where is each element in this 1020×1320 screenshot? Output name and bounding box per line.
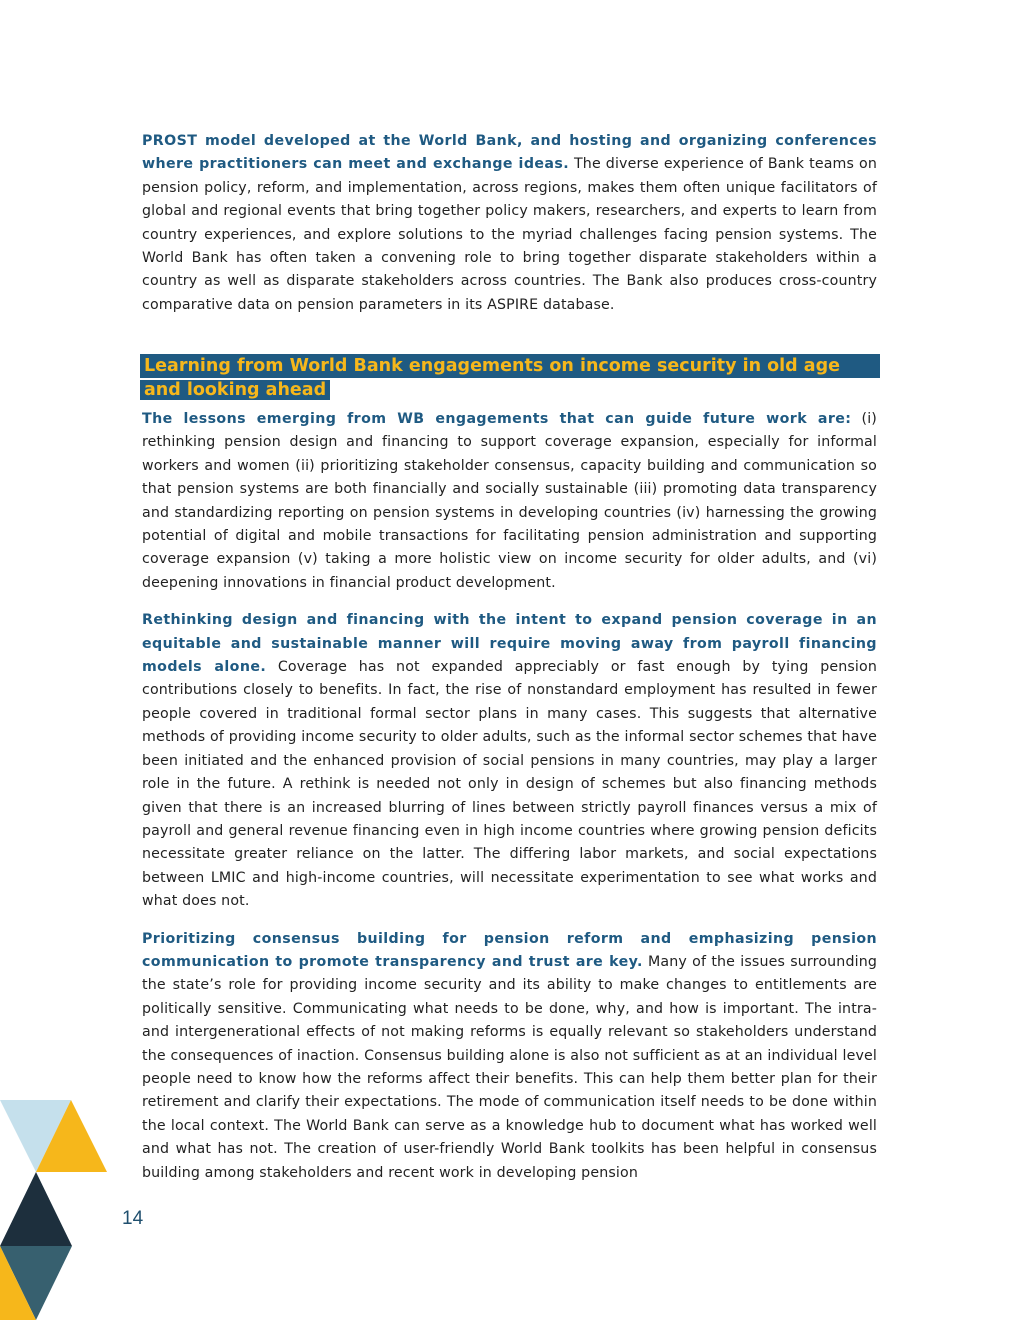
- paragraph: Prioritizing consensus building for pension reform and emphasizing pension communication to promote transparency and trust are key. Many of the issues surrounding the state’s role for providing income security and its ability to make changes to entitlements are politically sensitive. Communicating what needs to be done, why, and how is important. The intra- and intergenerational effects of not making reforms is equally relevant so stakeholders understand the consequences of inaction. Consensus building alone is also not sufficient as at an individual level people need to know how the reforms affect their benefits. This can help them better plan for their retirement and clarify their expectations. The mode of communication itself needs to be done within the local context. The World Bank can serve as a knowledge hub to document what has worked well and what has not. The creation of user-friendly World Bank toolkits has been helpful in consensus building among stakeholders and recent work in developing pension: [142, 930, 877, 1181]
- page-number: 14: [122, 1208, 144, 1229]
- decorative-triangles: [0, 1098, 110, 1320]
- section-heading: Learning from World Bank engagements on income security in old age and looking ahead: [140, 354, 880, 402]
- paragraph: The lessons emerging from WB engagements that can guide future work are: (i) rethinking pension design and financing to support coverage expansion, especially for informal workers and women (ii) prioritizing stakeholder consensus, capacity building and communication so that pension systems are both financially and socially sustainable (iii) promoting data transparency and standardizing reporting on pension systems in developing countries (iv) harnessing the growing potential of digital and mobile transactions for facilitating pension administration and supporting coverage expansion (v) taking a more holistic view on income security for older adults, and (vi) deepening innovations in financial product development.: [142, 411, 877, 591]
- paragraph: Rethinking design and financing with the intent to expand pension coverage in an equitable and sustainable manner will require moving away from payroll financing models alone. Coverage has not expanded appreciably or fast enough by tying pension contributions closely to benefits. In fact, the rise of nonstandard employment has resulted in fewer people covered in traditional formal sector plans in many cases. This suggests that alternative methods of providing income security to older adults, such as the informal sector schemes that have been initiated and the enhanced provision of social pensions in many countries, may play a larger role in the future. A rethink is needed not only in design of schemes but also financing methods given that there is an increased blurring of lines between strictly payroll finances versus a mix of payroll and general revenue financing even in high income countries where growing pension deficits necessitate greater reliance on the latter. The differing labor markets, and social expectations between LMIC and high-income countries, will necessitate experimentation to see what works and what does not.: [142, 612, 877, 910]
- paragraph: PROST model developed at the World Bank, and hosting and organizing conferences where practitioners can meet and exchange ideas. The diverse experience of Bank teams on pension policy, reform, and implementation, across regions, makes them often unique facilitators of global and regional events that bring together policy makers, researchers, and experts to learn from country experiences, and explore solutions to the myriad challenges facing pension systems. The World Bank has often taken a convening role to bring together disparate stakeholders within a country as well as disparate stakeholders across countries. The Bank also produces cross-country comparative data on pension parameters in its ASPIRE database.: [142, 133, 877, 313]
- body-text: [142, 408, 877, 1185]
- navy-triangle: [0, 1172, 72, 1246]
- intro-paragraph-block: [142, 130, 877, 317]
